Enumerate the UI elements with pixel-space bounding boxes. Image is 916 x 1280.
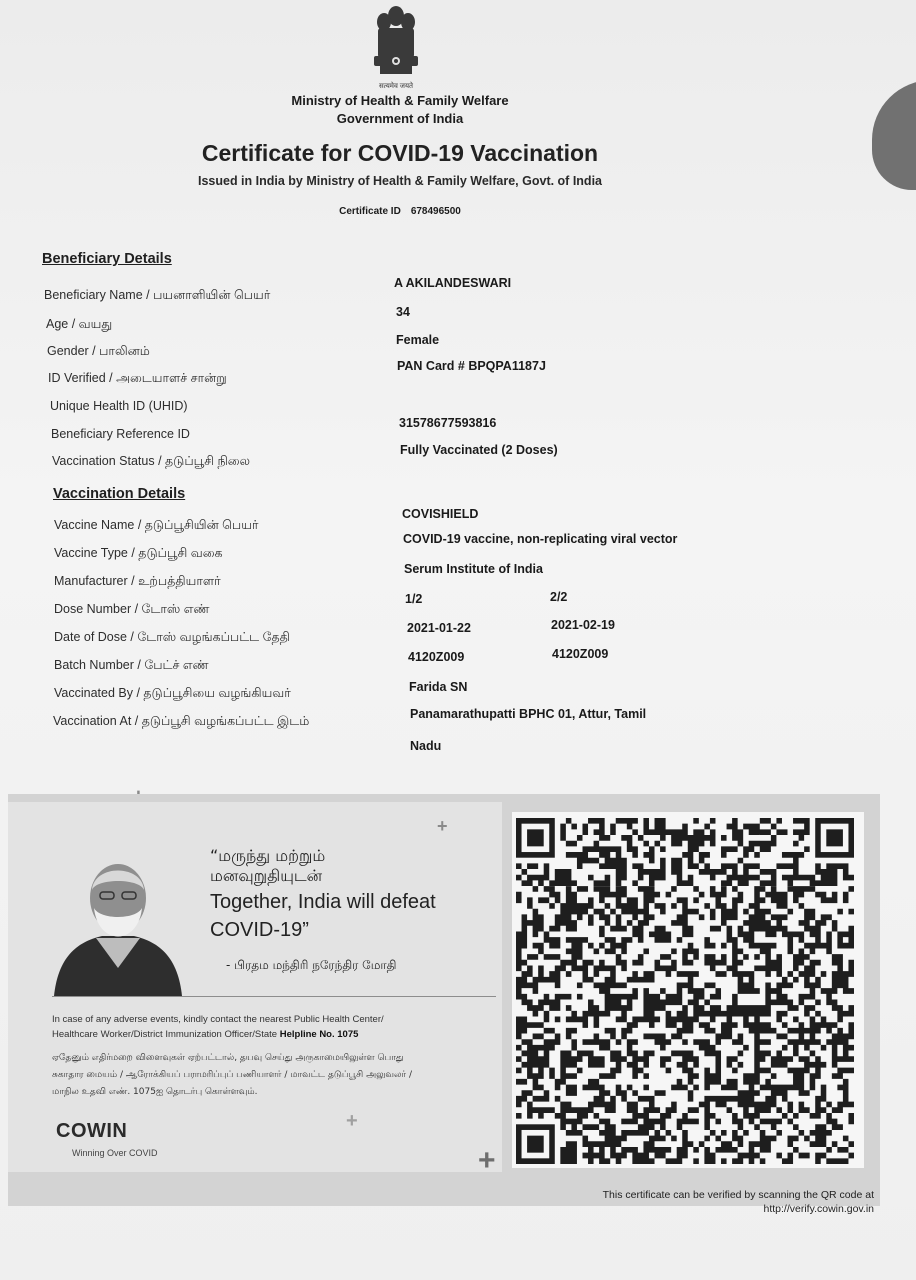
adverse-events-notice — [52, 1012, 496, 1042]
date-of-dose-label: Date of Dose / டோஸ் வழங்கப்பட்ட தேதி — [54, 630, 290, 644]
batch-number-label: Batch Number / பேட்ச் எண் — [54, 658, 209, 672]
emblem-motto: सत्यमेव जयते — [378, 83, 414, 90]
government-line: Government of India — [336, 111, 464, 126]
vaccine-name-value: COVISHIELD — [402, 507, 479, 521]
qr-code-icon[interactable] — [516, 818, 854, 1164]
batch-number-first: 4120Z009 — [408, 650, 465, 664]
quote-english-line: Together, India will defeat — [210, 891, 436, 913]
dose-number-first: 1/2 — [405, 592, 423, 606]
vaccination-status-value: Fully Vaccinated (2 Doses) — [400, 443, 558, 457]
verify-note — [520, 1188, 874, 1216]
vaccination-at-label: Vaccination At / தடுப்பூசி வழங்கப்பட்ட இடம் — [53, 714, 310, 728]
adverse-notice-tamil-line: சுகாதார மையம் / ஆரோக்கியப் பராமரிப்புப் பணியாளர் / மாவட்ட தடுப்பூசி அலுவலர் / — [52, 1070, 413, 1080]
beneficiary-reference-label: Beneficiary Reference ID — [51, 427, 190, 441]
vaccination-at-value-line2: Nadu — [410, 739, 442, 753]
id-verified-value: PAN Card # BPQPA1187J — [397, 359, 546, 373]
vaccinated-by-label: Vaccinated By / தடுப்பூசியை வழங்கியவர் — [54, 686, 291, 700]
quote-english — [210, 888, 500, 944]
beneficiary-reference-value: 31578677593816 — [399, 416, 497, 430]
page-edge-shadow — [872, 80, 916, 190]
gender-value: Female — [396, 333, 440, 347]
adverse-notice-tamil-line: ஏதேனும் எதிர்மறை விளைவுகள் ஏற்பட்டால், தயவு செய்து அருகாமையிலுள்ள பொது — [52, 1053, 404, 1063]
vaccine-type-value: COVID-19 vaccine, non-replicating viral vector — [403, 532, 678, 546]
divider — [52, 996, 496, 997]
qr-finder-pattern — [826, 829, 843, 846]
qr-finder-pattern — [527, 1136, 544, 1153]
beneficiary-name-label: Beneficiary Name / பயனாளியின் பெயர் — [44, 288, 271, 302]
quote-tamil — [210, 846, 325, 886]
quote-tamil-line: மனவுறுதியுடன் — [210, 866, 323, 885]
dose-number-label: Dose Number / டோஸ் எண் — [54, 602, 210, 616]
uhid-label: Unique Health ID (UHID) — [50, 399, 188, 413]
plus-decoration-icon: + — [478, 1144, 496, 1177]
beneficiary-details-heading: Beneficiary Details — [42, 251, 172, 267]
cowin-logo: COWIN — [56, 1120, 128, 1142]
prime-minister-portrait — [50, 850, 186, 996]
vaccination-at-value-line1: Panamarathupatti BPHC 01, Attur, Tamil — [410, 707, 647, 721]
quote-english-line: COVID-19” — [210, 919, 309, 941]
certificate-subtitle: Issued in India by Ministry of Health & Family Welfare, Govt. of India — [197, 174, 602, 188]
verify-note-line: This certificate can be verified by scanning the QR code at — [602, 1189, 874, 1201]
plus-decoration-icon: + — [346, 1110, 358, 1132]
certificate-id-label: Certificate ID — [339, 206, 401, 217]
adverse-events-notice-tamil — [52, 1050, 496, 1101]
date-of-dose-second: 2021-02-19 — [551, 618, 615, 632]
id-verified-label: ID Verified / அடையாளச் சான்று — [48, 371, 227, 385]
vaccination-status-label: Vaccination Status / தடுப்பூசி நிலை — [52, 454, 251, 468]
manufacturer-value: Serum Institute of India — [404, 562, 543, 576]
vaccine-type-label: Vaccine Type / தடுப்பூசி வகை — [54, 546, 223, 560]
manufacturer-label: Manufacturer / உற்பத்தியாளர் — [54, 574, 221, 588]
vaccine-name-label: Vaccine Name / தடுப்பூசியின் பெயர் — [54, 518, 259, 532]
age-label: Age / வயது — [46, 317, 113, 331]
beneficiary-name-value: A AKILANDESWARI — [394, 276, 512, 290]
adverse-notice-line — [52, 1027, 496, 1042]
certificate-id — [300, 206, 500, 217]
certificate-title: Certificate for COVID-19 Vaccination — [201, 140, 599, 166]
batch-number-second: 4120Z009 — [552, 647, 609, 661]
gender-label: Gender / பாலினம் — [47, 344, 150, 358]
vaccination-details-heading: Vaccination Details — [53, 486, 186, 502]
ministry-name — [270, 92, 530, 128]
ministry-line: Ministry of Health & Family Welfare — [291, 93, 509, 108]
date-of-dose-first: 2021-01-22 — [407, 621, 471, 635]
age-value: 34 — [396, 305, 410, 319]
quote-tamil-line: “மருந்து மற்றும் — [210, 846, 326, 865]
dose-number-second: 2/2 — [550, 590, 568, 604]
helpline-number: Helpline No. 1075 — [279, 1029, 359, 1040]
adverse-notice-tamil-line: மாநில உதவி எண். 1075ஐ தொடர்பு கொள்ளவும். — [52, 1087, 258, 1097]
cowin-tagline: Winning Over COVID — [72, 1148, 158, 1158]
plus-decoration-icon: + — [437, 816, 448, 836]
verify-url[interactable]: http://verify.cowin.gov.in — [763, 1203, 874, 1215]
certificate-id-value: 678496500 — [410, 206, 461, 217]
qr-finder-pattern — [527, 829, 544, 846]
national-emblem-icon — [366, 2, 426, 88]
qr-modules — [516, 818, 854, 1164]
quote-attribution: - பிரதம மந்திரி நரேந்திர மோதி — [226, 958, 397, 972]
vaccinated-by-value: Farida SN — [409, 680, 468, 694]
adverse-notice-line: In case of any adverse events, kindly contact the nearest Public Health Center/ — [52, 1014, 384, 1025]
adverse-notice-text: Healthcare Worker/District Immunization Officer/State — [52, 1029, 278, 1040]
